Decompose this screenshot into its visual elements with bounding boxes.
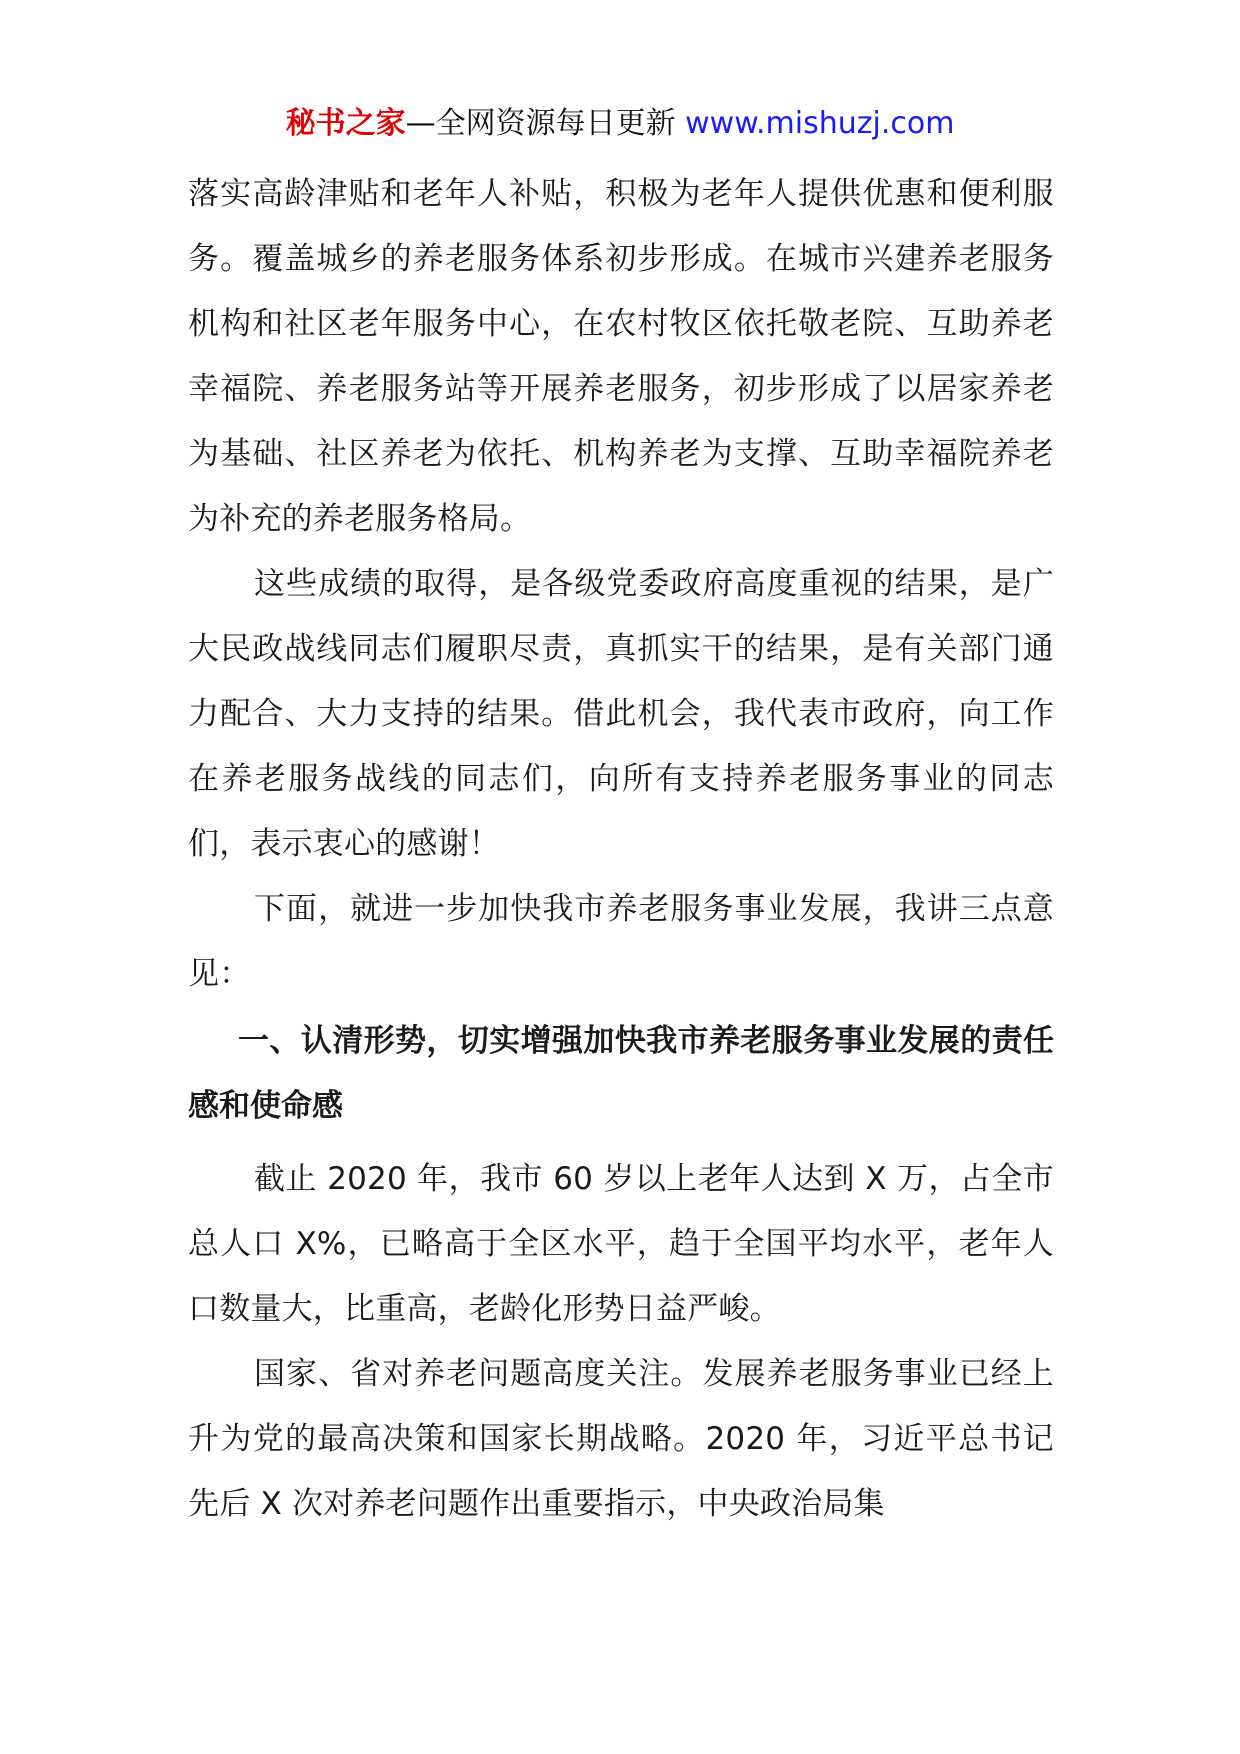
paragraph: 国家、省对养老问题高度关注。发展养老服务事业已经上升为党的最高决策和国家长期战略。2020 年，习近平总书记先后 X 次对养老问题作出重要指示，中央政治局集 [188,1356,1054,1522]
section-heading: 一、认清形势，切实增强加快我市养老服务事业发展的责任感和使命感 [188,1023,1054,1124]
paragraph: 截止 2020 年，我市 60 岁以上老年人达到 X 万，占全市总人口 X%，已略高于全区水平，趋于全国平均水平，老年人口数量大，比重高，老龄化形势日益严峻。 [188,1161,1054,1327]
site-tagline: —全网资源每日更新 [405,106,676,141]
document-body [188,162,1054,1537]
watermark-header [0,104,1240,144]
paragraph: 这些成绩的取得，是各级党委政府高度重视的结果，是广大民政战线同志们履职尽责，真抓实干的结果，是有关部门通力配合、大力支持的结果。借此机会，我代表市政府，向工作在养老服务战线的同志们，向所有支持养老服务事业的同志们，表示衷心的感谢！ [188,566,1054,862]
paragraph: 下面，就进一步加快我市养老服务事业发展，我讲三点意见： [188,891,1054,992]
paragraph: 落实高龄津贴和老年人补贴，积极为老年人提供优惠和便利服务。覆盖城乡的养老服务体系初步形成。在城市兴建养老服务机构和社区老年服务中心，在农村牧区依托敬老院、互助养老幸福院、养老服务站等开展养老服务，初步形成了以居家养老为基础、社区养老为依托、机构养老为支撑、互助幸福院养老为补充的养老服务格局。 [188,176,1054,537]
site-url-link[interactable]: www.mishuzj.com [685,106,955,141]
site-brand: 秘书之家 [285,106,406,141]
